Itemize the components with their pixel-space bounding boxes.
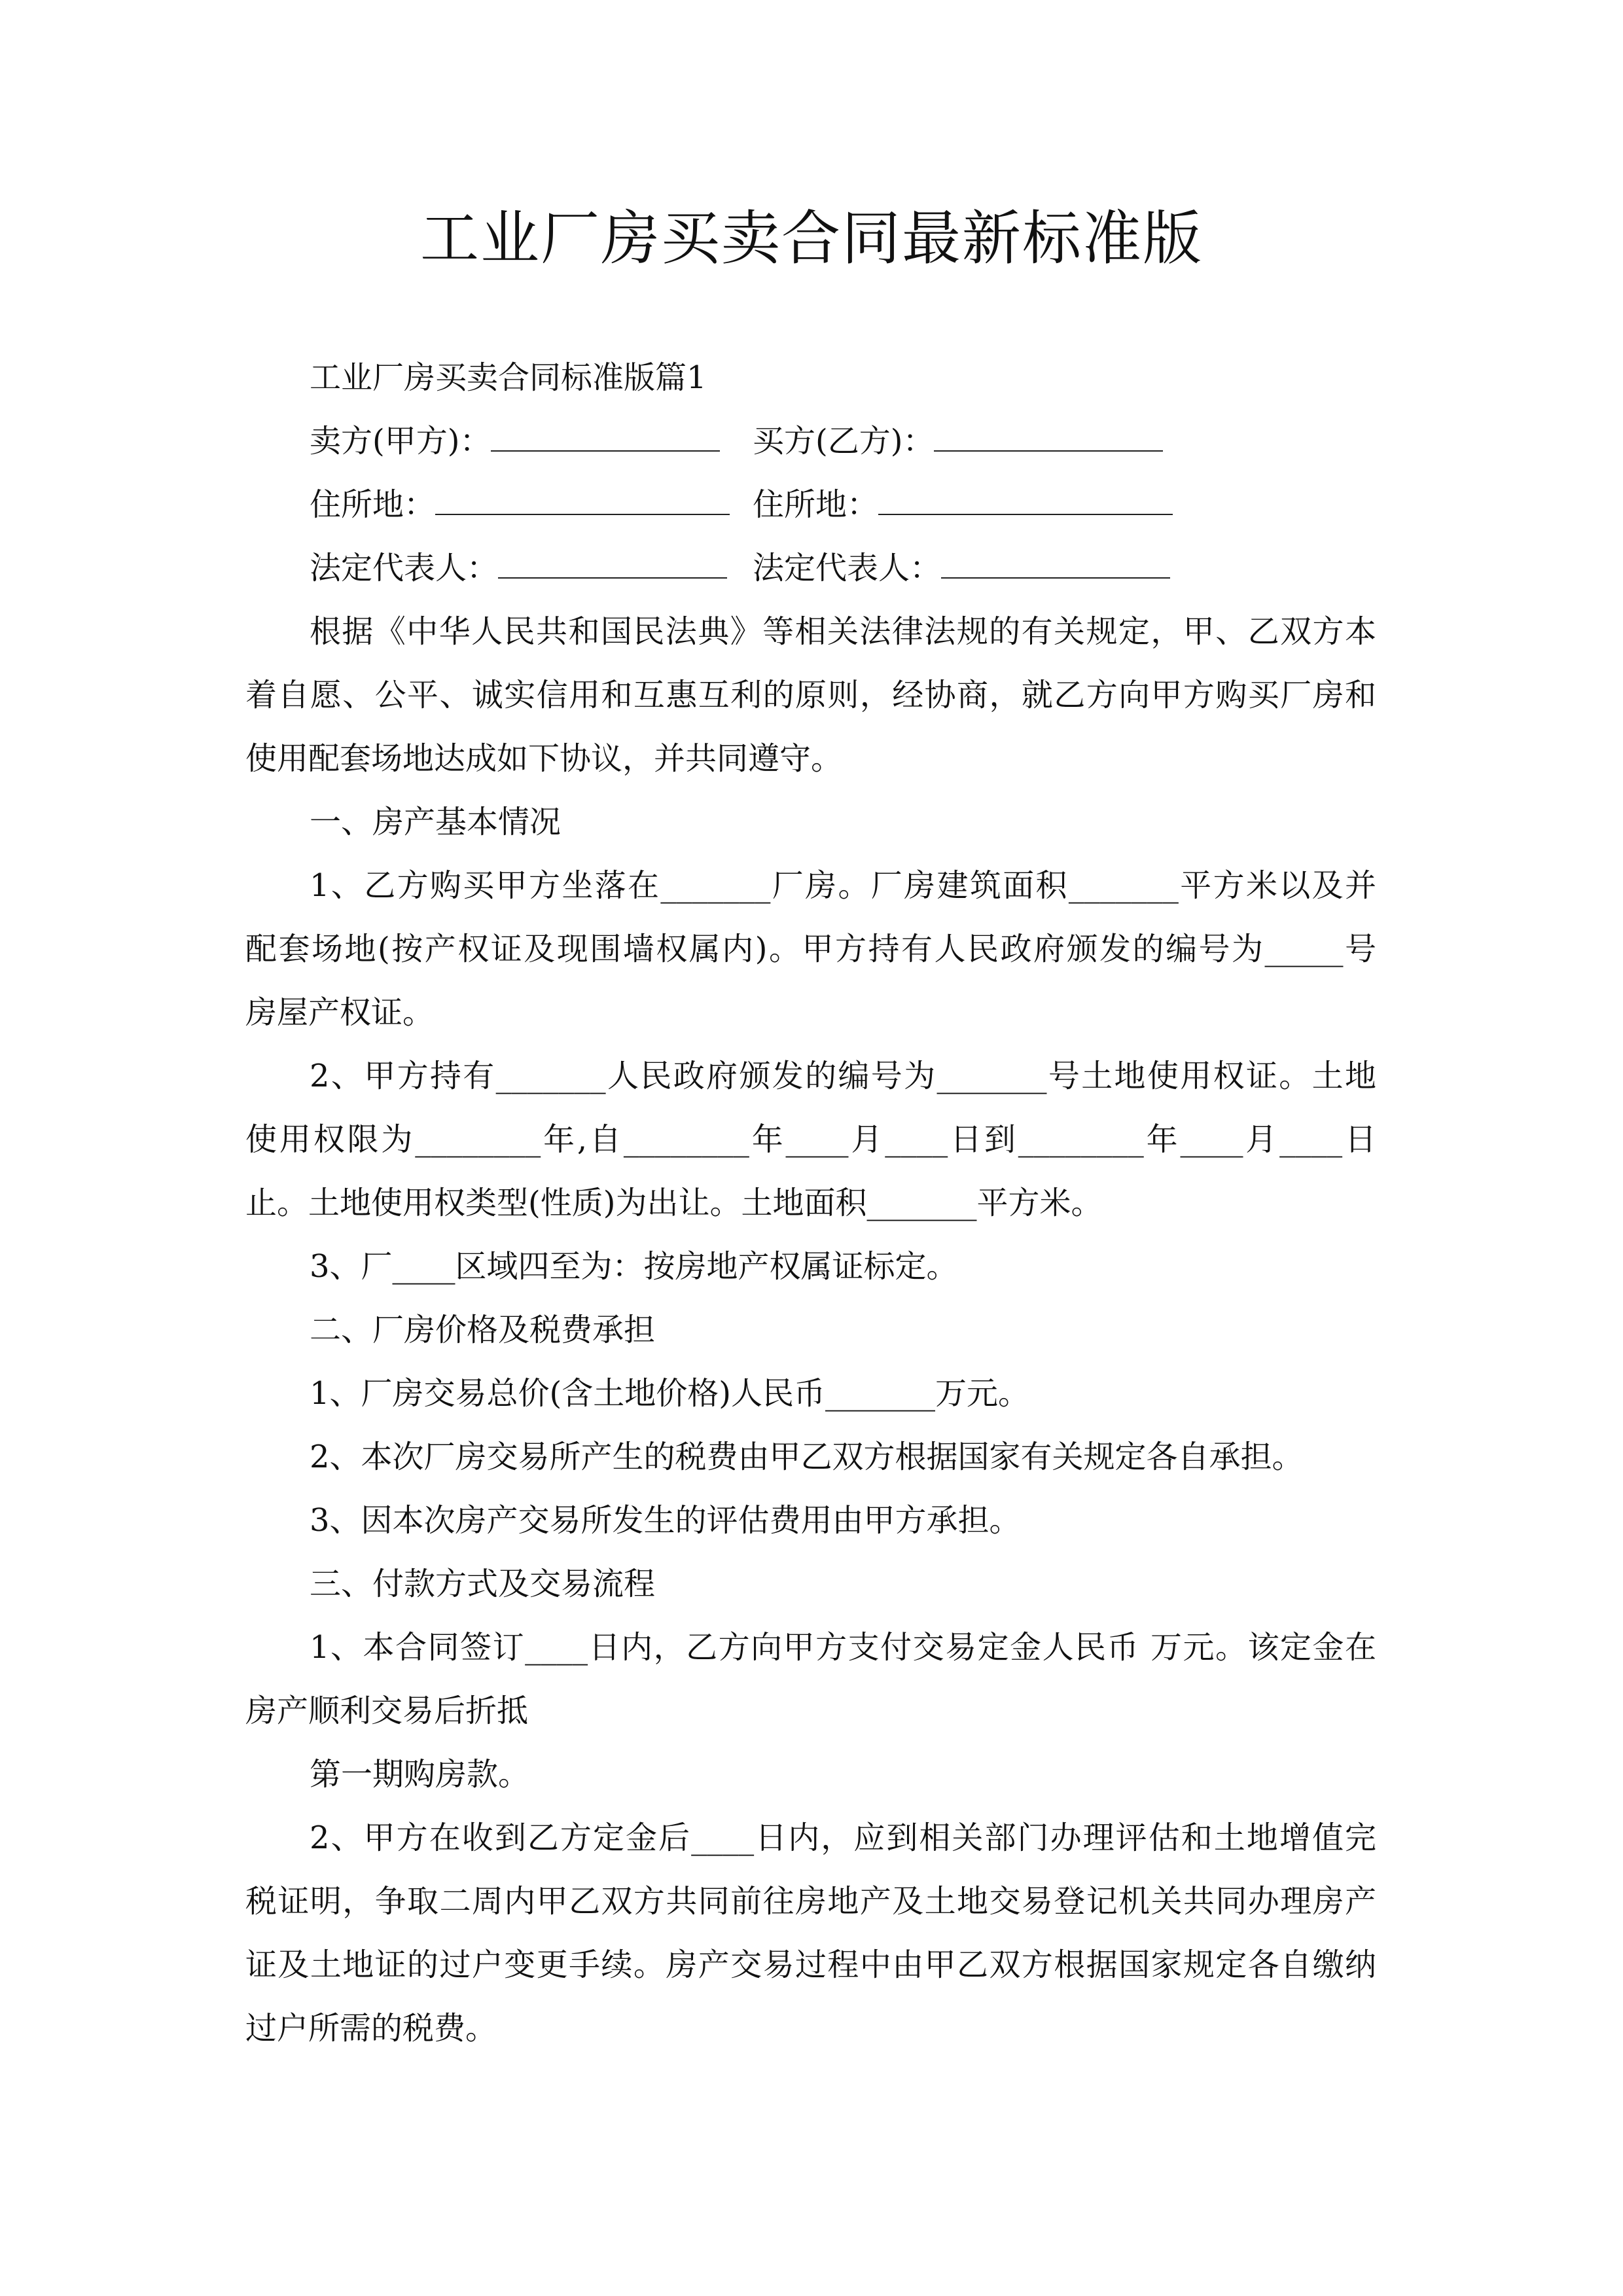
section-heading: 三、付款方式及交易流程 bbox=[310, 1566, 656, 1602]
legal-rep-row bbox=[245, 537, 1376, 600]
seller-buyer-row bbox=[245, 410, 1376, 473]
section-heading: 一、房产基本情况 bbox=[310, 804, 562, 840]
paragraph-line: 1、乙方购买甲方坐落在_______厂房。厂房建筑面积_______平方米以及并 bbox=[310, 867, 1376, 904]
paragraph-line: 着自愿、公平、诚实信用和互惠互利的原则，经协商，就乙方向甲方购买厂房和 bbox=[245, 677, 1376, 713]
address-row bbox=[245, 473, 1376, 537]
buyer-legal-rep-label: 法定代表人： bbox=[753, 550, 942, 586]
seller-address-label: 住所地： bbox=[310, 486, 436, 523]
paragraph-line: 房屋产权证。 bbox=[245, 994, 435, 1031]
paragraph-line: 过户所需的税费。 bbox=[245, 2010, 497, 2047]
buyer-blank bbox=[934, 411, 1163, 452]
section-heading: 工业厂房买卖合同标准版篇1 bbox=[310, 359, 707, 396]
paragraph-line: 3、因本次房产交易所发生的评估费用由甲方承担。 bbox=[310, 1502, 1021, 1539]
paragraph-line: 1、本合同签订____日内，乙方向甲方支付交易定金人民币 万元。该定金在 bbox=[310, 1629, 1376, 1666]
buyer-address-label: 住所地： bbox=[753, 486, 879, 523]
paragraph-line: 使用配套场地达成如下协议，并共同遵守。 bbox=[245, 740, 843, 777]
buyer-legal-rep-blank bbox=[941, 538, 1170, 579]
paragraph-line: 证及土地证的过户变更手续。房产交易过程中由甲乙双方根据国家规定各自缴纳 bbox=[245, 1946, 1376, 1983]
seller-legal-rep-label: 法定代表人： bbox=[310, 550, 499, 586]
paragraph-line: 2、甲方在收到乙方定金后____日内，应到相关部门办理评估和土地增值完 bbox=[310, 1820, 1376, 1856]
paragraph-line: 配套场地(按产权证及现围墙权属内)。甲方持有人民政府颁发的编号为_____号 bbox=[245, 931, 1376, 967]
paragraph-line: 根据《中华人民共和国民法典》等相关法律法规的有关规定，甲、乙双方本 bbox=[310, 613, 1376, 650]
seller-label: 卖方(甲方)： bbox=[310, 423, 491, 459]
paragraph-line: 税证明，争取二周内甲乙双方共同前往房地产及土地交易登记机关共同办理房产 bbox=[245, 1883, 1376, 1920]
buyer-address-blank bbox=[878, 475, 1173, 515]
buyer-label: 买方(乙方)： bbox=[753, 423, 935, 459]
seller-legal-rep-blank bbox=[498, 538, 727, 579]
paragraph-line: 使用权限为________年,自________年____月____日到________年____月____日 bbox=[245, 1121, 1376, 1158]
paragraph-line: 2、本次厂房交易所产生的税费由甲乙双方根据国家有关规定各自承担。 bbox=[310, 1439, 1304, 1475]
paragraph-line: 1、厂房交易总价(含土地价格)人民币_______万元。 bbox=[310, 1375, 1029, 1412]
section-heading: 二、厂房价格及税费承担 bbox=[310, 1312, 656, 1348]
document-body bbox=[245, 346, 1376, 2060]
seller-address-blank bbox=[435, 475, 730, 515]
paragraph-line: 房产顺利交易后折抵 bbox=[245, 1693, 529, 1729]
paragraph-line: 第一期购房款。 bbox=[310, 1756, 530, 1793]
paragraph-line: 2、甲方持有_______人民政府颁发的编号为_______号土地使用权证。土地 bbox=[310, 1058, 1376, 1094]
paragraph-line: 3、厂____区域四至为：按房地产权属证标定。 bbox=[310, 1248, 958, 1285]
document-title: 工业厂房买卖合同最新标准版 bbox=[420, 204, 1203, 273]
seller-blank bbox=[491, 411, 720, 452]
paragraph-line: 止。土地使用权类型(性质)为出让。土地面积_______平方米。 bbox=[245, 1185, 1103, 1221]
